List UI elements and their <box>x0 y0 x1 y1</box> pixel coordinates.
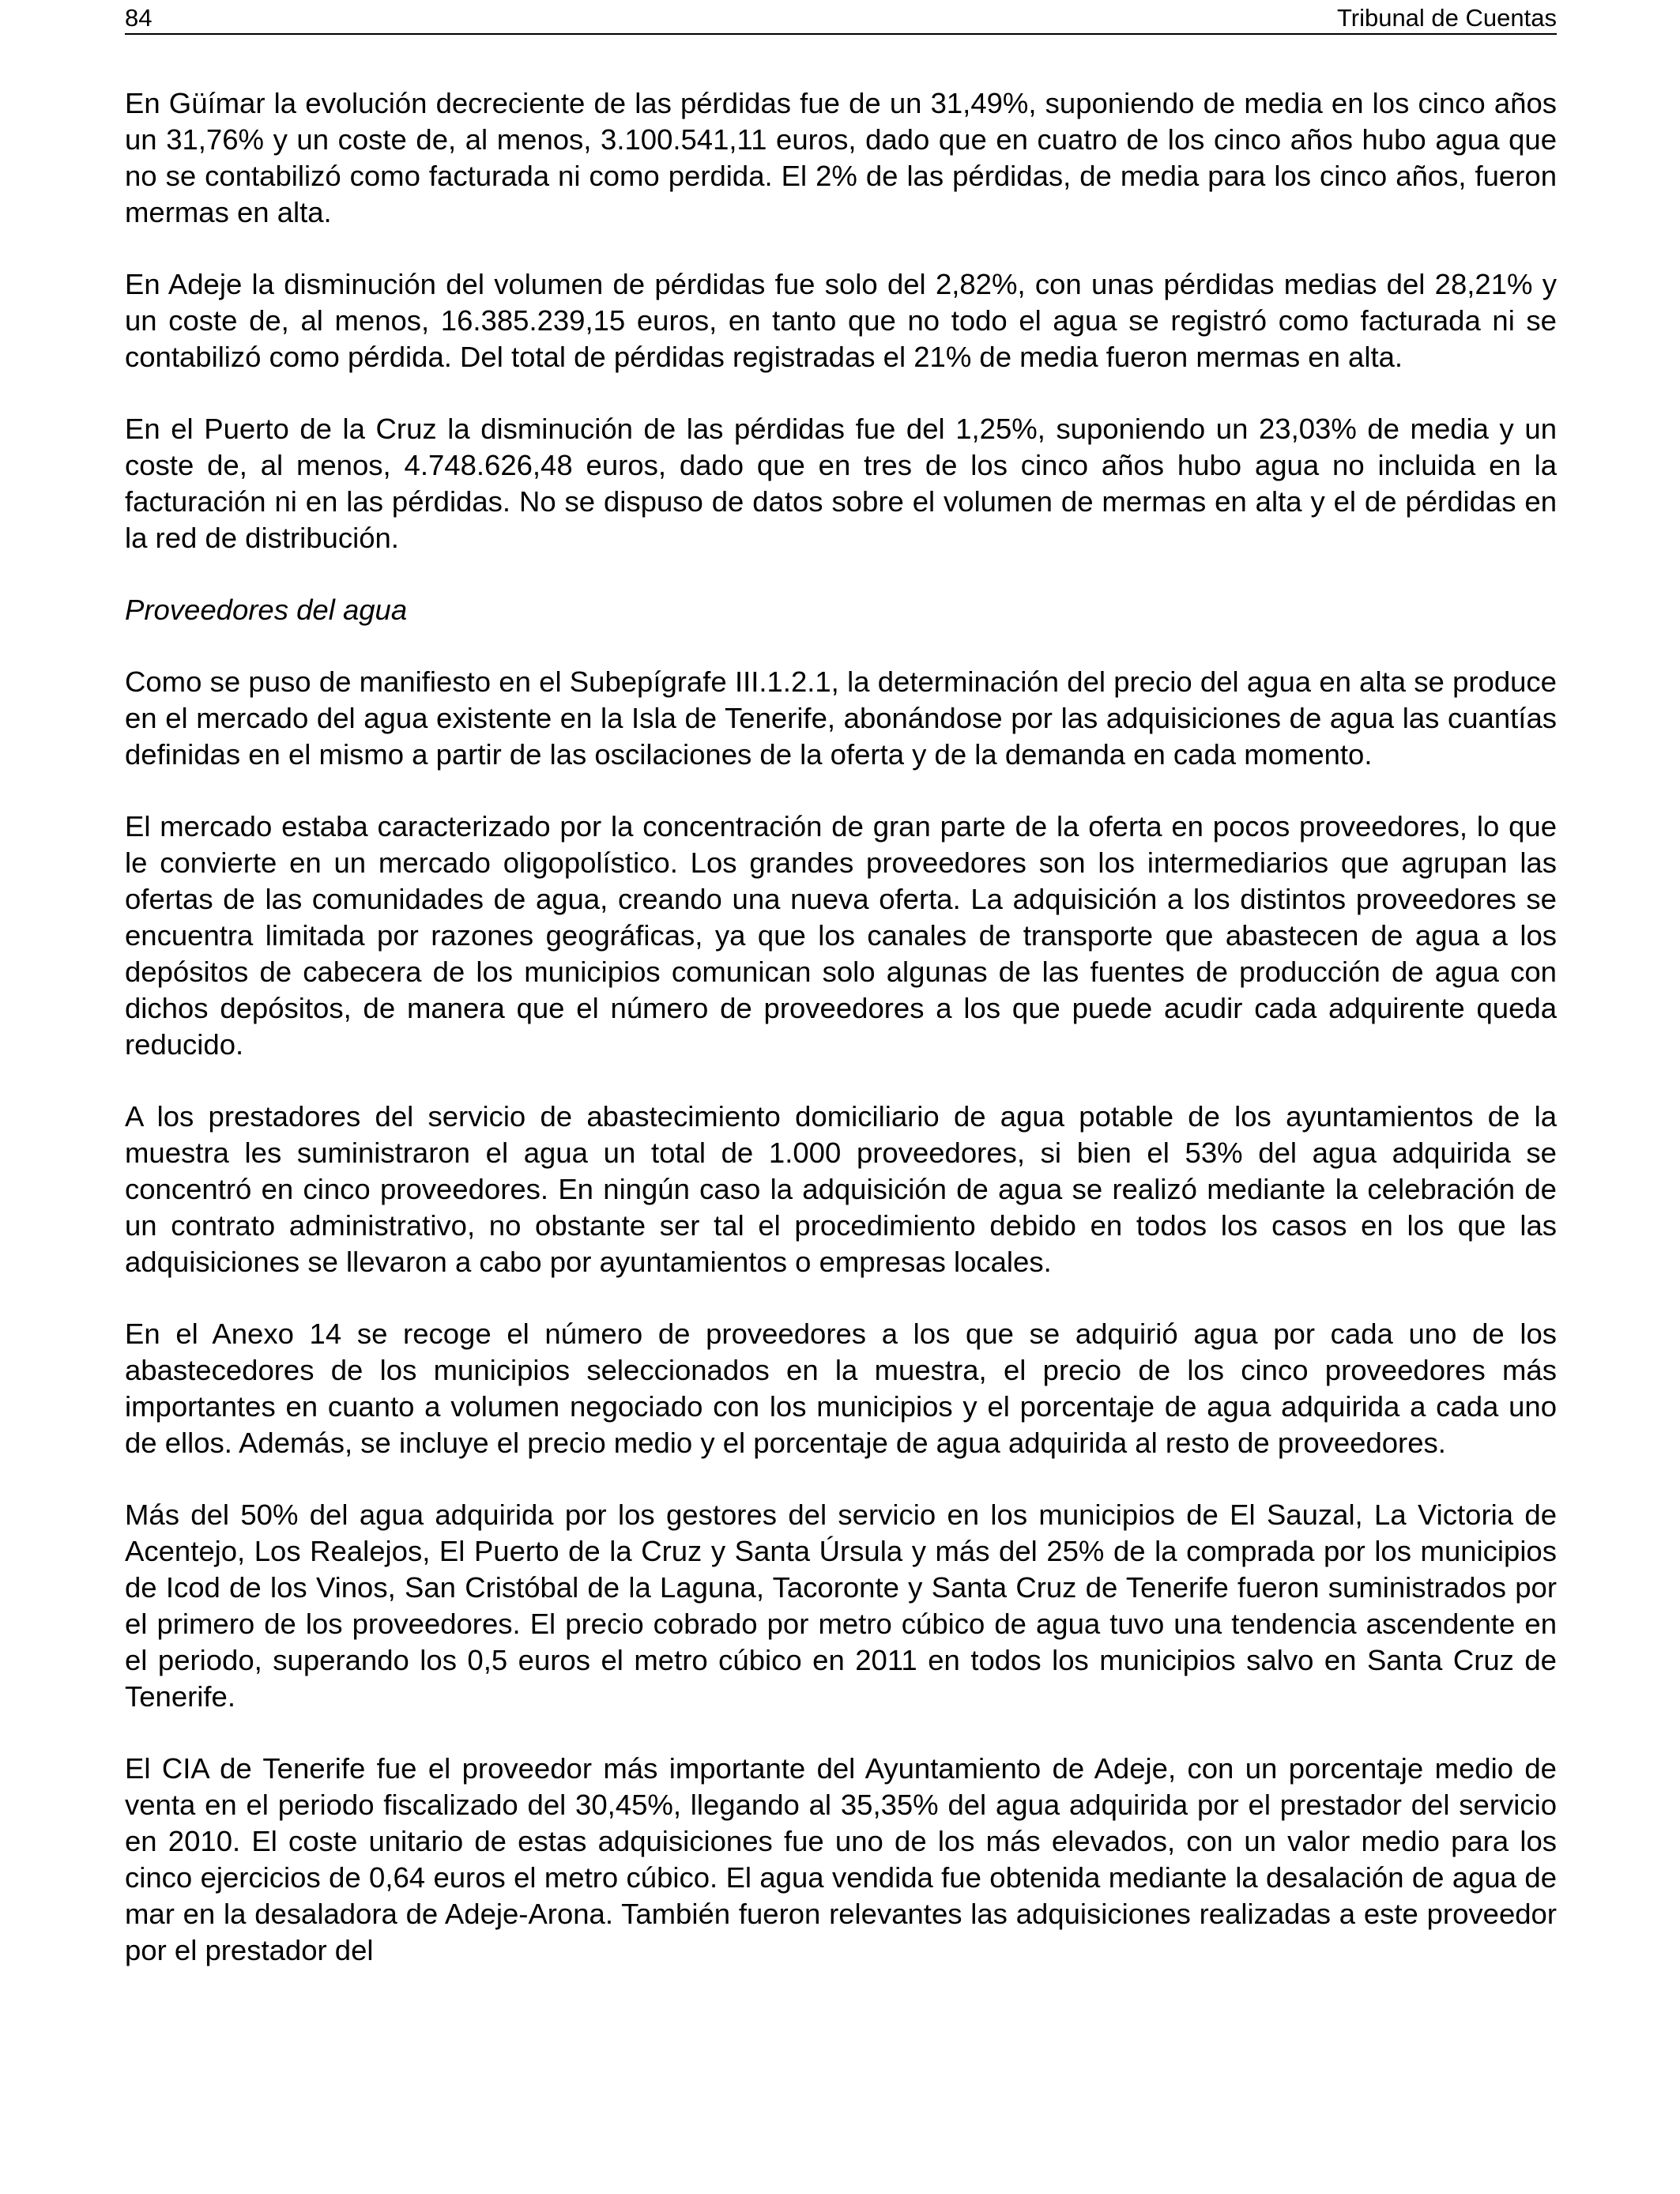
paragraph-puerto-de-la-cruz: En el Puerto de la Cruz la disminución de las pérdidas fue del 1,25%, suponiendo un 23,03% de media y un coste de, al menos, 4.748.626,48 euros, dado que en tres de los cinco años hubo agua no incluida en la facturación ni en las pérdidas. No se dispuso de datos sobre el volumen de mermas en alta y el de pérdidas en la red de distribución. <box>125 413 1557 554</box>
paragraph-guimar: En Güímar la evolución decreciente de las pérdidas fue de un 31,49%, suponiendo de media en los cinco años un 31,76% y un coste de, al menos, 3.100.541,11 euros, dado que en cuatro de los cinco años hubo agua que no se contabilizó como facturada ni como perdida. El 2% de las pérdidas, de media para los cinco años, fueron mermas en alta. <box>125 87 1557 228</box>
paragraph-anexo-14: En el Anexo 14 se recoge el número de proveedores a los que se adquirió agua por cada uno de los abastecedores de los municipios seleccionados en la muestra, el precio de los cinco proveedores más importantes en cuanto a volumen negociado con los municipios y el porcentaje de agua adquirida a cada uno de ellos. Además, se incluye el precio medio y el porcentaje de agua adquirida al resto de proveedores. <box>125 1318 1557 1459</box>
paragraph-adeje: En Adeje la disminución del volumen de pérdidas fue solo del 2,82%, con unas pérdidas medias del 28,21% y un coste de, al menos, 16.385.239,15 euros, en tanto que no todo el agua se registró como facturada ni se contabilizó como pérdida. Del total de pérdidas registradas el 21% de media fueron mermas en alta. <box>125 268 1557 373</box>
paragraph-oligopolio: El mercado estaba caracterizado por la concentración de gran parte de la oferta en pocos proveedores, lo que le convierte en un mercado oligopolístico. Los grandes proveedores son los intermediarios que agrupan las ofertas de las comunidades de agua, creando una nueva oferta. La adquisición a los distintos proveedores se encuentra limitada por razones geográficas, ya que los canales de transporte que abastecen de agua a los depósitos de cabecera de los municipios comunican solo algunas de las fuentes de producción de agua con dichos depósitos, de manera que el número de proveedores a los que puede acudir cada adquirente queda reducido. <box>125 810 1557 1061</box>
publisher-name: Tribunal de Cuentas <box>1336 4 1557 32</box>
document-body <box>125 85 1557 1969</box>
paragraph-primer-proveedor: Más del 50% del agua adquirida por los gestores del servicio en los municipios de El Sauzal, La Victoria de Acentejo, Los Realejos, El Puerto de la Cruz y Santa Úrsula y más del 25% de la comprada por los municipios de Icod de los Vinos, San Cristóbal de la Laguna, Tacoronte y Santa Cruz de Tenerife fueron suministrados por el primero de los proveedores. El precio cobrado por metro cúbico de agua tuvo una tendencia ascendente en el periodo, superando los 0,5 euros el metro cúbico en 2011 en todos los municipios salvo en Santa Cruz de Tenerife. <box>125 1498 1557 1713</box>
page-number: 84 <box>125 4 153 32</box>
paragraph-prestadores: A los prestadores del servicio de abastecimiento domiciliario de agua potable de los ayuntamientos de la muestra les suministraron el agua un total de 1.000 proveedores, si bien el 53% del agua adquirida se concentró en cinco proveedores. En ningún caso la adquisición de agua se realizó mediante la celebración de un contrato administrativo, no obstante ser tal el procedimiento debido en todos los casos en los que las adquisiciones se llevaron a cabo por ayuntamientos o empresas locales. <box>125 1100 1557 1278</box>
paragraph-cia-tenerife: El CIA de Tenerife fue el proveedor más importante del Ayuntamiento de Adeje, con un porcentaje medio de venta en el periodo fiscalizado del 30,45%, llegando al 35,35% del agua adquirida por el prestador del servicio en 2010. El coste unitario de estas adquisiciones fue uno de los más elevados, con un valor medio para los cinco ejercicios de 0,64 euros el metro cúbico. El agua vendida fue obtenida mediante la desalación de agua de mar en la desaladora de Adeje-Arona. También fueron relevantes las adquisiciones realizadas a este proveedor por el prestador del <box>125 1752 1557 1966</box>
paragraph-mercado-del-agua: Como se puso de manifiesto en el Subepígrafe III.1.2.1, la determinación del precio del agua en alta se produce en el mercado del agua existente en la Isla de Tenerife, abonándose por las adquisiciones de agua las cuantías definidas en el mismo a partir de las oscilaciones de la oferta y de la demanda en cada momento. <box>125 665 1557 771</box>
page-header <box>125 3 1557 35</box>
section-heading-proveedores: Proveedores del agua <box>125 594 408 626</box>
